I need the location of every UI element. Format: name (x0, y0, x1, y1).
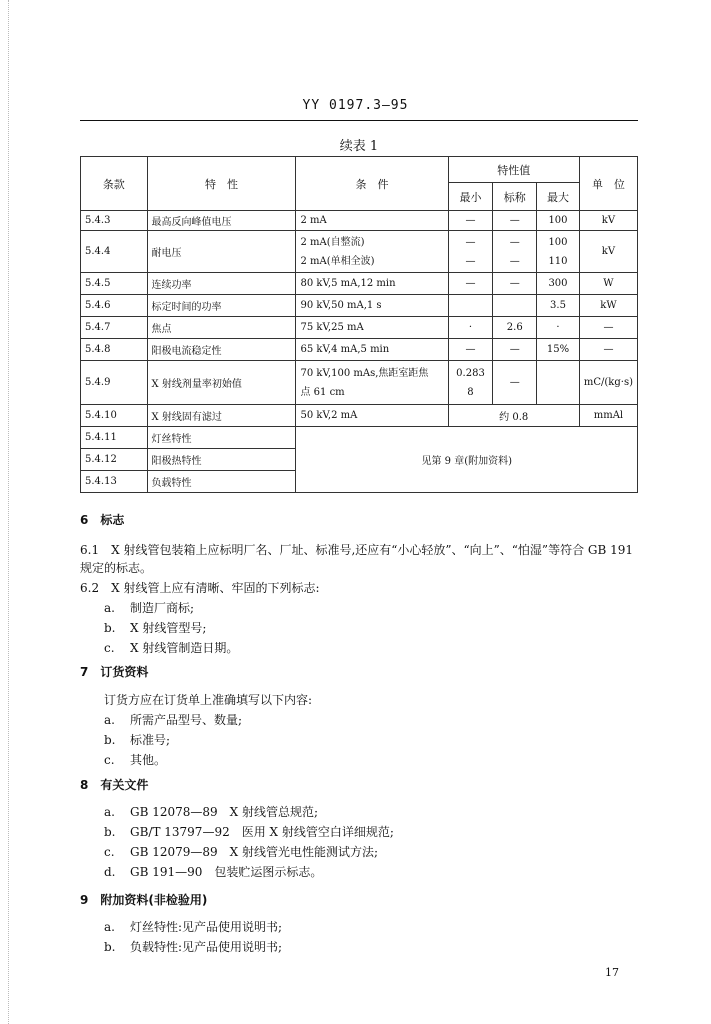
row-min (448, 317, 493, 339)
row-max (537, 273, 580, 295)
list-item (104, 802, 394, 822)
list-text: GB 12078—89 X 射线管总规范; (130, 805, 319, 819)
list-marker: a. (104, 713, 115, 727)
header-unit: 单 位 (579, 157, 637, 211)
row-min-line: — (465, 236, 476, 248)
list-text: 其他。 (130, 753, 167, 767)
spec-table (80, 156, 638, 493)
table-row (81, 339, 638, 361)
row-property: 最高反向峰值电压 (147, 211, 296, 231)
list-item (104, 842, 394, 862)
section-6-1-cont: 规定的标志。 (80, 561, 153, 575)
row-max (537, 211, 580, 231)
list-item (104, 917, 282, 937)
list-marker: c. (104, 845, 115, 859)
list-item (104, 618, 238, 638)
section-7-intro: 订货方应在订货单上准确填写以下内容: (104, 693, 313, 707)
row-max (537, 339, 580, 361)
scan-margin-line (8, 0, 9, 1024)
row-max (537, 295, 580, 317)
row-unit: — (579, 317, 637, 339)
row-nominal-line: — (509, 377, 520, 388)
row-condition-line: 50 kV,2 mA (300, 410, 358, 421)
row-nominal-line: — (509, 255, 520, 267)
row-nominal-line: — (509, 344, 520, 355)
row-condition (296, 339, 448, 361)
row-max-line: · (556, 322, 560, 333)
row-condition-line: 80 kV,5 mA,12 min (300, 278, 396, 289)
list-marker: c. (104, 753, 115, 767)
list-marker: b. (104, 733, 116, 747)
page-number: 17 (605, 966, 619, 979)
row-min (448, 273, 493, 295)
row-merged-value: 约 0.8 (448, 405, 579, 427)
list-marker: b. (104, 825, 116, 839)
row-nominal (493, 231, 537, 273)
row-condition (296, 317, 448, 339)
table-caption: 续表 1 (339, 139, 379, 154)
row-unit: — (579, 339, 637, 361)
row-unit: kV (579, 231, 637, 273)
table-row (81, 405, 638, 427)
row-unit: kV (579, 211, 637, 231)
row-condition-line: 2 mA (300, 215, 327, 226)
row-clause: 5.4.5 (81, 273, 148, 295)
row-clause: 5.4.10 (81, 405, 148, 427)
row-unit: W (579, 273, 637, 295)
list-item (104, 730, 242, 750)
header-rule (80, 120, 638, 121)
row-nominal-line: — (509, 236, 520, 248)
row-property: 负载特性 (147, 471, 296, 493)
row-condition-line: 65 kV,4 mA,5 min (300, 344, 390, 355)
row-condition-line: 75 kV,25 mA (300, 322, 364, 333)
table-row (81, 231, 638, 273)
row-max-line: 15% (546, 344, 570, 355)
header-values: 特性值 (448, 157, 579, 183)
row-condition-line: 2 mA(单相全波) (300, 255, 375, 267)
row-property: 焦点 (147, 317, 296, 339)
list-text: X 射线管型号; (130, 621, 207, 635)
row-max-line: 300 (548, 278, 568, 289)
section-6-heading: 6 标志 (80, 513, 125, 527)
row-min (448, 361, 493, 405)
row-property: 阳极热特性 (147, 449, 296, 471)
row-min-line: · (468, 322, 473, 333)
list-text: 负载特性:见产品使用说明书; (130, 940, 283, 954)
list-item (104, 598, 238, 618)
row-nominal-line: — (509, 278, 520, 289)
row-condition (296, 295, 448, 317)
list-text: 所需产品型号、数量; (130, 713, 243, 727)
list-item (104, 822, 394, 842)
row-condition-line: 点 61 cm (300, 386, 345, 398)
table-row (81, 273, 638, 295)
row-nominal-line: 2.6 (506, 322, 523, 333)
list-item (104, 862, 394, 882)
section-6-2: 6.2 X 射线管上应有清晰、牢固的下列标志: (80, 581, 320, 595)
row-min-line: — (465, 255, 476, 267)
row-max-line: 100 (548, 236, 568, 248)
row-condition-line: 2 mA(自整流) (300, 236, 365, 248)
header-condition: 条 件 (296, 157, 448, 211)
row-property: 灯丝特性 (147, 427, 296, 449)
row-condition (296, 231, 448, 273)
section-9-heading: 9 附加资料(非检验用) (80, 893, 208, 907)
list-marker: a. (104, 920, 115, 934)
row-clause: 5.4.12 (81, 449, 148, 471)
row-condition (296, 361, 448, 405)
list-marker: b. (104, 621, 116, 635)
table-row (81, 317, 638, 339)
list-text: GB 12079—89 X 射线管光电性能测试方法; (130, 845, 379, 859)
row-nominal-line: — (509, 215, 520, 226)
row-clause: 5.4.7 (81, 317, 148, 339)
row-min (448, 339, 493, 361)
row-property: X 射线固有滤过 (147, 405, 296, 427)
header-min: 最小 (448, 183, 493, 211)
standard-code: YY 0197.3—95 (302, 98, 409, 113)
table-row (81, 427, 638, 449)
row-condition-line: 90 kV,50 mA,1 s (300, 300, 382, 311)
table-row (81, 361, 638, 405)
row-clause: 5.4.6 (81, 295, 148, 317)
row-nominal (493, 211, 537, 231)
list-item (104, 937, 282, 957)
row-min-line: 0.283 8 (456, 367, 485, 398)
row-max-line: 3.5 (550, 300, 566, 311)
row-max (537, 231, 580, 273)
list-marker: a. (104, 601, 115, 615)
section-7-heading: 7 订货资料 (80, 665, 149, 679)
row-property: 标定时间的功率 (147, 295, 296, 317)
see-note: 见第 9 章(附加资料) (296, 427, 638, 493)
table-row (81, 295, 638, 317)
section-6-list (104, 598, 238, 658)
list-text: 灯丝特性:见产品使用说明书; (130, 920, 283, 934)
section-7-list (104, 710, 242, 770)
list-text: 标准号; (130, 733, 171, 747)
row-min (448, 231, 493, 273)
row-min-line: — (465, 344, 476, 355)
list-text: X 射线管制造日期。 (130, 641, 239, 655)
list-marker: b. (104, 940, 116, 954)
row-property: 耐电压 (147, 231, 296, 273)
header-clause: 条款 (81, 157, 148, 211)
row-max (537, 317, 580, 339)
list-item (104, 638, 238, 658)
row-min (448, 211, 493, 231)
row-clause: 5.4.9 (81, 361, 148, 405)
list-marker: c. (104, 641, 115, 655)
row-clause: 5.4.13 (81, 471, 148, 493)
row-nominal (493, 273, 537, 295)
list-item (104, 710, 242, 730)
row-min-line: — (465, 215, 476, 226)
section-8-heading: 8 有关文件 (80, 778, 149, 792)
row-min-line: — (465, 278, 476, 289)
row-clause: 5.4.4 (81, 231, 148, 273)
section-9-list (104, 917, 282, 957)
section-6-1: 6.1 X 射线管包装箱上应标明厂名、厂址、标准号,还应有“小心轻放”、“向上”、“怕湿”等符合 GB 191 (80, 543, 634, 557)
list-item (104, 750, 242, 770)
table-row (81, 211, 638, 231)
row-nominal (493, 361, 537, 405)
row-property: 阳极电流稳定性 (147, 339, 296, 361)
row-property: 连续功率 (147, 273, 296, 295)
header-property: 特 性 (147, 157, 296, 211)
row-unit: mmAl (579, 405, 637, 427)
row-nominal (493, 339, 537, 361)
row-nominal (493, 317, 537, 339)
row-unit: kW (579, 295, 637, 317)
row-nominal (493, 295, 537, 317)
row-condition (296, 405, 448, 427)
row-max (537, 361, 580, 405)
row-max-line: 100 (548, 215, 568, 226)
header-max: 最大 (537, 183, 580, 211)
list-marker: a. (104, 805, 115, 819)
row-condition-line: 70 kV,100 mAs,焦距室距焦 (300, 367, 429, 379)
row-unit: mC/(kg·s) (579, 361, 637, 405)
row-min (448, 295, 493, 317)
row-max-line: 110 (548, 255, 568, 267)
list-text: GB/T 13797—92 医用 X 射线管空白详细规范; (130, 825, 394, 839)
list-text: 制造厂商标; (130, 601, 195, 615)
row-condition (296, 273, 448, 295)
list-marker: d. (104, 865, 116, 879)
header-nominal: 标称 (493, 183, 537, 211)
section-8-list (104, 802, 394, 882)
row-property: X 射线剂量率初始值 (147, 361, 296, 405)
list-text: GB 191—90 包装贮运图示标志。 (130, 865, 323, 879)
row-condition (296, 211, 448, 231)
row-clause: 5.4.3 (81, 211, 148, 231)
row-clause: 5.4.8 (81, 339, 148, 361)
row-clause: 5.4.11 (81, 427, 148, 449)
